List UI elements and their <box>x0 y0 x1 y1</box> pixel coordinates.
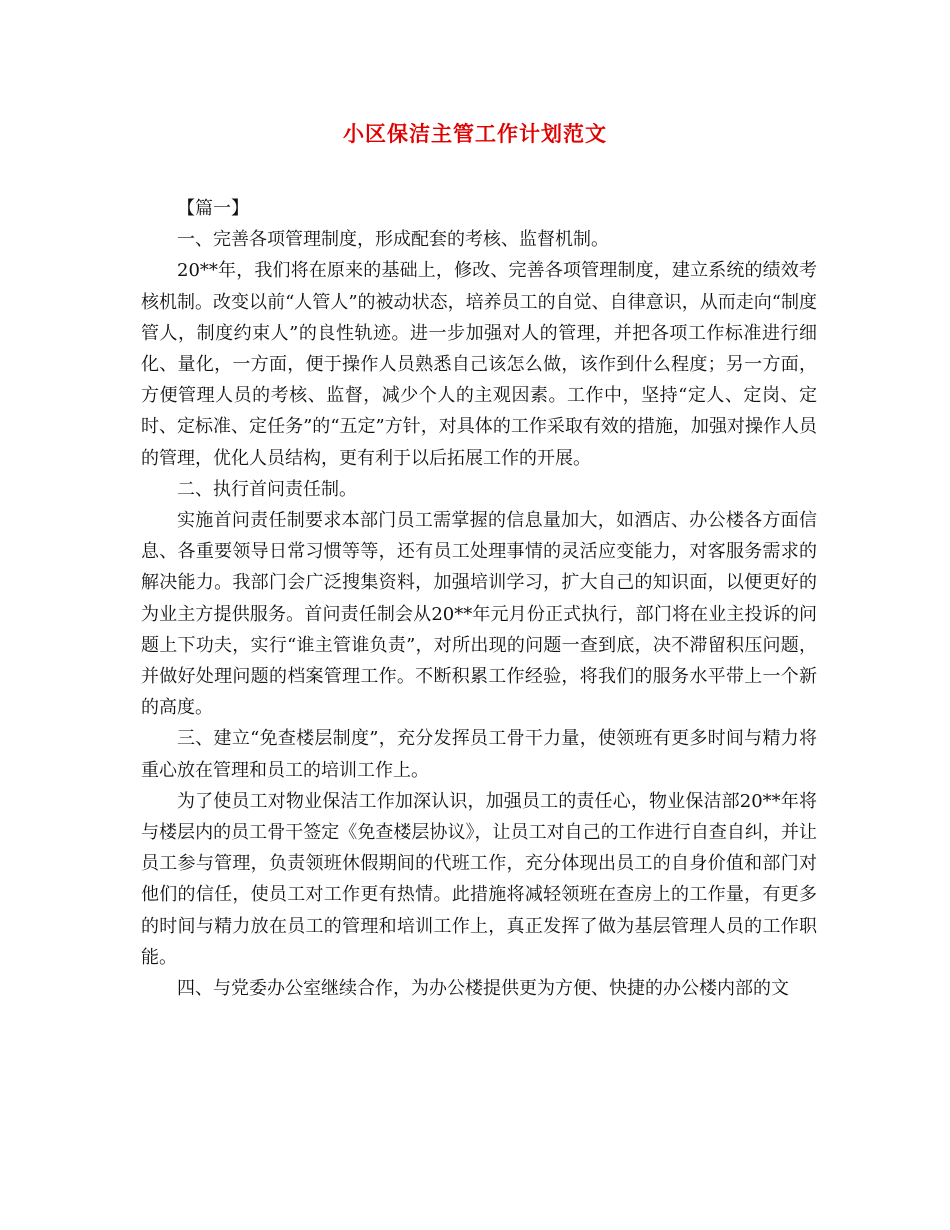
paragraph-2: 实施首问责任制要求本部门员工需掌握的信息量加大，如酒店、办公楼各方面信息、各重要领导日常习惯等等，还有员工处理事情的灵活应变能力，对客服务需求的解决能力。我部门会广泛搜集资料，加强培训学习，扩大自己的知识面，以便更好的为业主方提供服务。首问责任制会从20**年元月份正式执行，部门将在业主投诉的问题上下功夫，实行“谁主管谁负责”，对所出现的问题一查到底，决不滞留积压问题，并做好处理问题的档案管理工作。不断积累工作经验，将我们的服务水平带上一个新的高度。 <box>141 510 817 719</box>
section-heading-2: 二、执行首问责任制。 <box>177 478 357 500</box>
paragraph-1: 20**年，我们将在原来的基础上，修改、完善各项管理制度，建立系统的绩效考核机制。改变以前“人管人”的被动状态，培养员工的自觉、自律意识，从而走向“制度管人，制度约束人”的良性轨迹。进一步加强对人的管理，并把各项工作标准进行细化、量化，一方面，便于操作人员熟悉自己该怎么做，该作到什么程度；另一方面，方便管理人员的考核、监督，减少个人的主观因素。工作中，坚持“定人、定岗、定时、定标准、定任务”的“五定”方针，对具体的工作采取有效的措施，加强对操作人员的管理，优化人员结构，更有利于以后拓展工作的开展。 <box>141 260 817 469</box>
document-title: 小区保洁主管工作计划范文 <box>343 121 607 146</box>
section-heading-4: 四、与党委办公室继续合作，为办公楼提供更为方便、快捷的办公楼内部的文 <box>177 978 789 1000</box>
document-body <box>141 193 817 1004</box>
section-heading-1: 一、完善各项管理制度，形成配套的考核、监督机制。 <box>177 229 609 251</box>
section-heading-part-one: 【篇一】 <box>177 198 249 219</box>
paragraph-3: 为了使员工对物业保洁工作加深认识，加强员工的责任心，物业保洁部20**年将与楼层内的员工骨干签定《免查楼层协议》，让员工对自己的工作进行自查自纠，并让员工参与管理，负责领班休假期间的代班工作，充分体现出员工的自身价值和部门对他们的信任，使员工对工作更有热情。此措施将减轻领班在查房上的工作量，有更多的时间与精力放在员工的管理和培训工作上，真正发挥了做为基层管理人员的工作职能。 <box>141 790 817 968</box>
section-heading-3: 三、建立“免查楼层制度”，充分发挥员工骨干力量，使领班有更多时间与精力将重心放在管理和员工的培训工作上。 <box>141 728 817 781</box>
